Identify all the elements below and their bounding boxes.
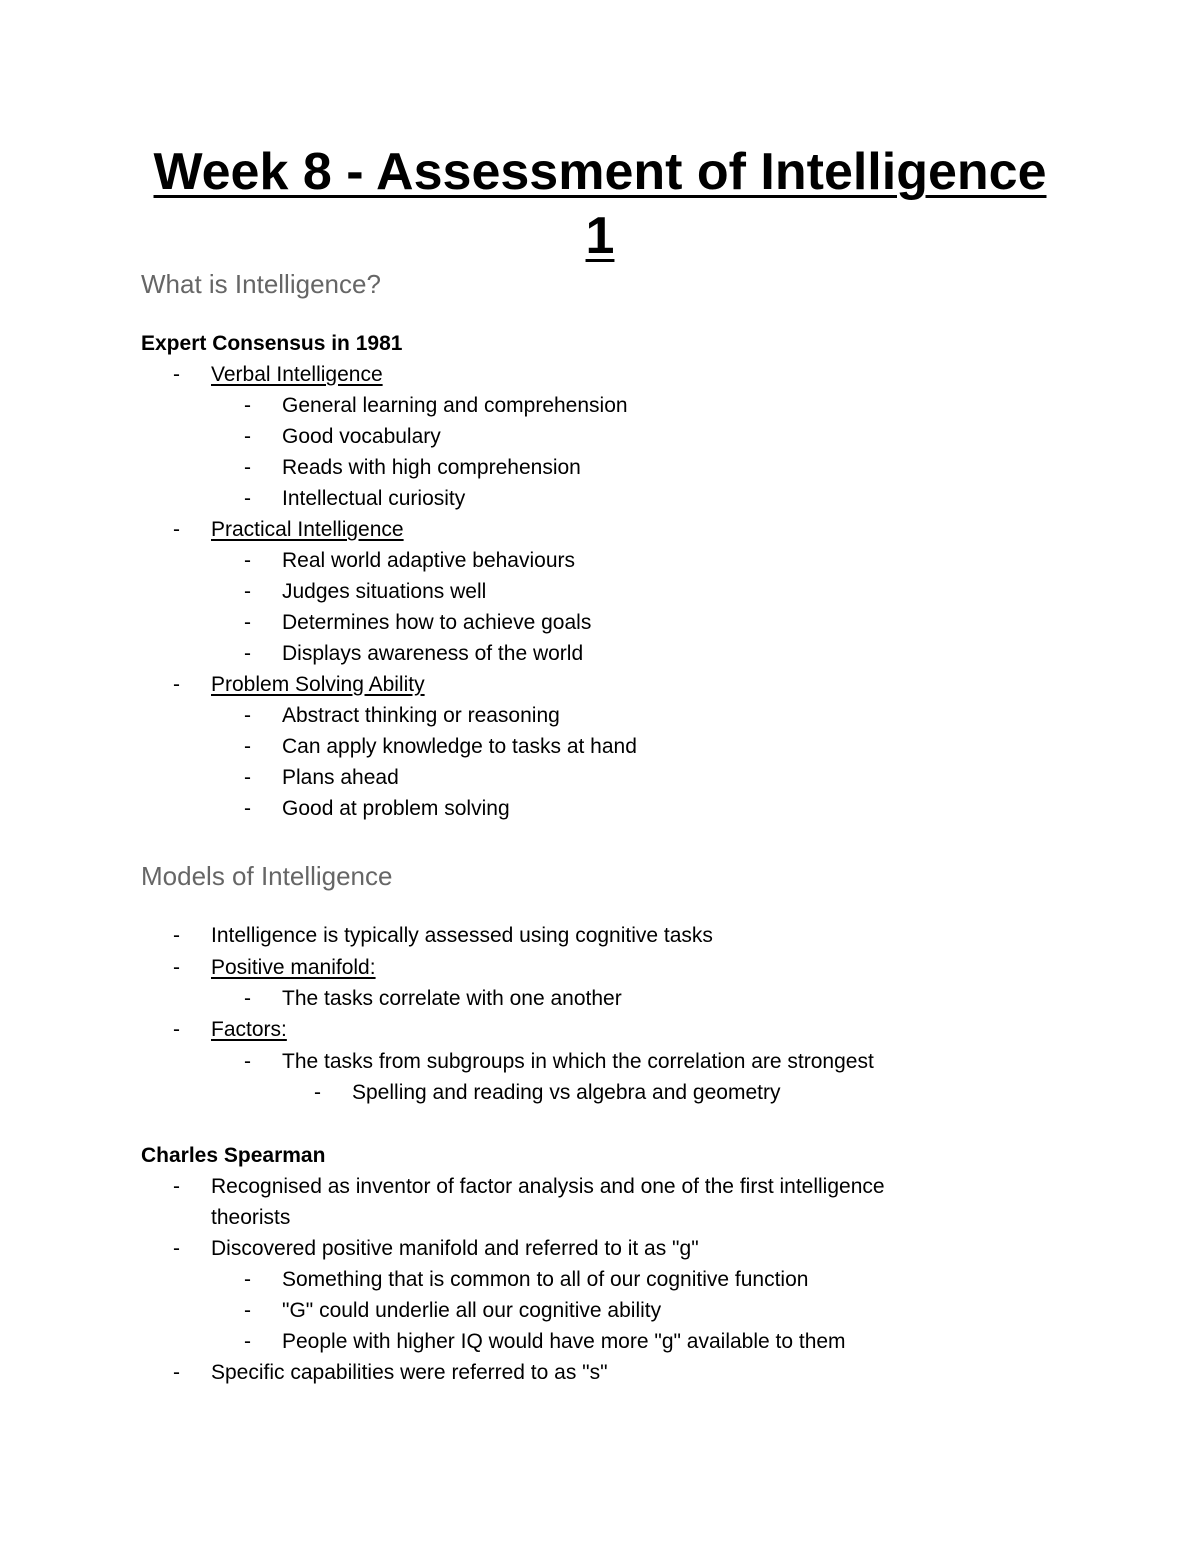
subheading-charles-spearman: Charles Spearman (141, 1144, 326, 1167)
list-item: Abstract thinking or reasoning (282, 704, 560, 727)
list-item: Something that is common to all of our cognitive function (282, 1268, 809, 1291)
bullet-dash: - (244, 425, 251, 448)
list-item: Good vocabulary (282, 425, 441, 448)
list-item: The tasks correlate with one another (282, 987, 622, 1010)
bullet-dash: - (244, 766, 251, 789)
bullet-dash: - (244, 797, 251, 820)
bullet-dash: - (173, 1237, 180, 1260)
list-item-problem-solving-ability: Problem Solving Ability (211, 673, 425, 696)
list-item-practical-intelligence: Practical Intelligence (211, 518, 404, 541)
section-heading-what-is-intelligence: What is Intelligence? (141, 269, 381, 299)
list-item: Good at problem solving (282, 797, 510, 820)
bullet-dash: - (173, 1175, 180, 1198)
list-item: "G" could underlie all our cognitive ability (282, 1299, 662, 1322)
bullet-dash: - (244, 704, 251, 727)
section-heading-models-of-intelligence: Models of Intelligence (141, 861, 393, 891)
bullet-dash: - (244, 735, 251, 758)
list-item-positive-manifold: Positive manifold: (211, 956, 376, 979)
list-item: Spelling and reading vs algebra and geometry (352, 1081, 781, 1104)
list-item: Real world adaptive behaviours (282, 549, 576, 572)
list-item: Plans ahead (282, 766, 399, 789)
list-item-factors: Factors: (211, 1018, 287, 1041)
bullet-dash: - (244, 487, 251, 510)
list-item: Judges situations well (282, 580, 487, 603)
bullet-dash: - (173, 1018, 180, 1041)
list-item: Discovered positive manifold and referred to it as "g" (211, 1237, 699, 1260)
list-item: Displays awareness of the world (282, 642, 584, 665)
list-item: General learning and comprehension (282, 394, 628, 417)
list-item: Can apply knowledge to tasks at hand (282, 735, 637, 758)
list-item: Specific capabilities were referred to as "s" (211, 1361, 608, 1384)
bullet-dash: - (244, 549, 251, 572)
bullet-dash: - (314, 1081, 321, 1104)
bullet-dash: - (173, 1361, 180, 1384)
bullet-dash: - (244, 394, 251, 417)
bullet-dash: - (244, 987, 251, 1010)
list-item: The tasks from subgroups in which the correlation are strongest (282, 1050, 874, 1073)
list-item: Intellectual curiosity (282, 487, 466, 510)
bullet-dash: - (244, 1299, 251, 1322)
bullet-dash: - (173, 673, 180, 696)
list-item-continuation: theorists (211, 1206, 291, 1229)
bullet-dash: - (244, 1050, 251, 1073)
list-item: Reads with high comprehension (282, 456, 581, 479)
list-item: Determines how to achieve goals (282, 611, 592, 634)
bullet-dash: - (244, 1268, 251, 1291)
page-title-continuation: 1 (585, 207, 615, 265)
bullet-dash: - (244, 456, 251, 479)
bullet-dash: - (244, 642, 251, 665)
bullet-dash: - (244, 1330, 251, 1353)
list-item: Recognised as inventor of factor analysis and one of the first intelligence (211, 1175, 885, 1198)
bullet-dash: - (244, 611, 251, 634)
bullet-dash: - (173, 518, 180, 541)
bullet-dash: - (173, 956, 180, 979)
list-item-verbal-intelligence: Verbal Intelligence (211, 363, 383, 386)
bullet-dash: - (244, 580, 251, 603)
list-item: Intelligence is typically assessed using cognitive tasks (211, 924, 713, 947)
bullet-dash: - (173, 924, 180, 947)
subheading-expert-consensus: Expert Consensus in 1981 (141, 332, 403, 355)
list-item: People with higher IQ would have more "g" available to them (282, 1330, 846, 1353)
page-title: Week 8 - Assessment of Intelligence (153, 143, 1047, 201)
bullet-dash: - (173, 363, 180, 386)
